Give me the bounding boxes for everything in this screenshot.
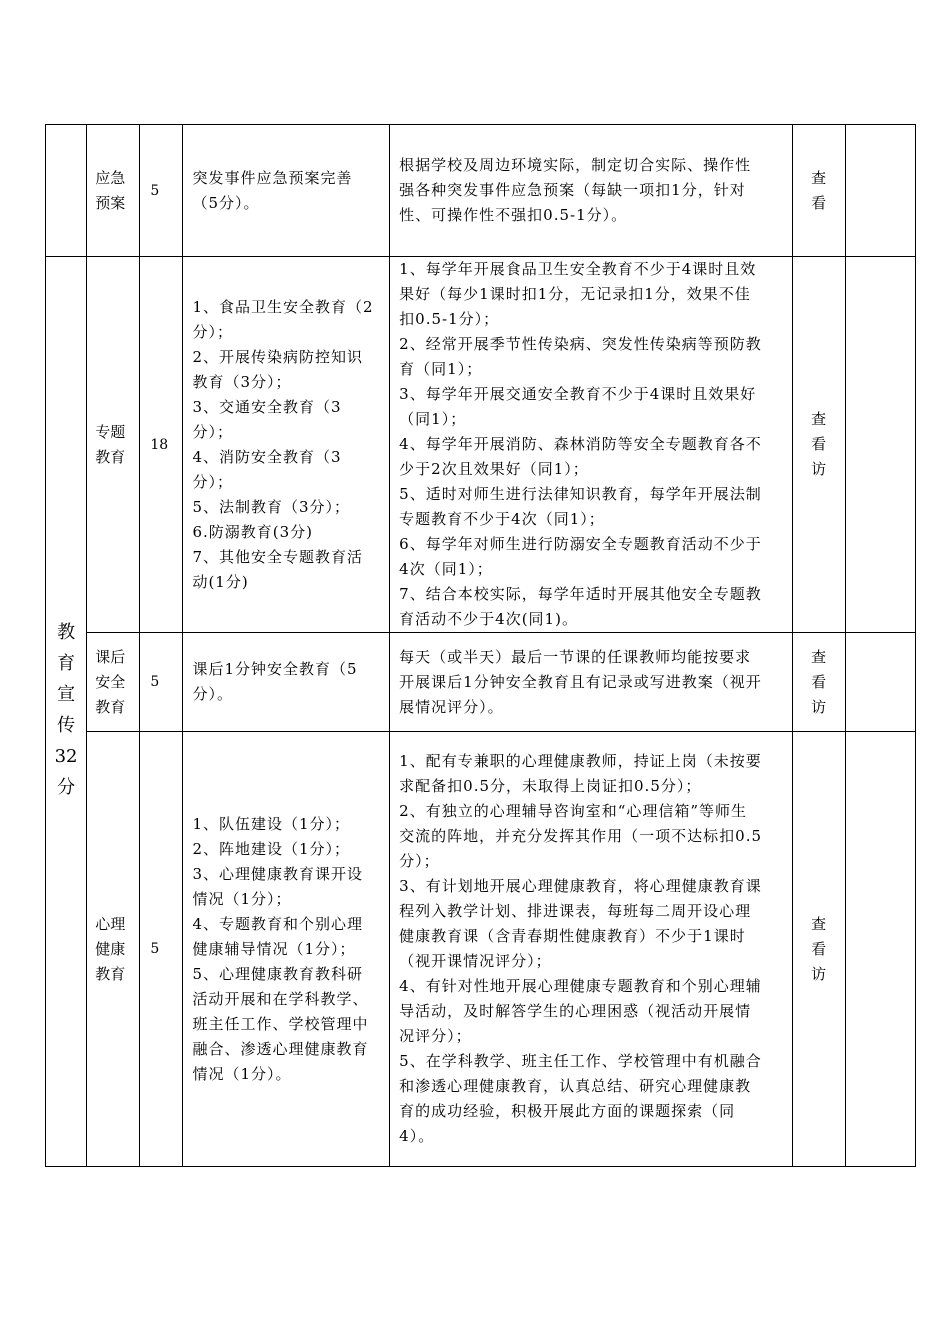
standard-line: 交流的阵地，并充分发挥其作用（一项不达标扣0.5: [399, 827, 763, 845]
content-line: 2、开展传染病防控知识: [192, 347, 363, 366]
content-cell: [183, 257, 390, 633]
method-cell: [792, 633, 845, 732]
category-label: [55, 617, 78, 803]
content-line: 班主任工作、学校管理中: [192, 1014, 369, 1033]
content-line: 6.防溺教育(3分): [192, 522, 314, 541]
standard-line: 育（同1）；: [399, 360, 483, 378]
standard-line: 导活动，及时解答学生的心理困惑（视活动开展情: [399, 1002, 752, 1020]
method-label: 查 看 访: [811, 410, 827, 478]
method-label: 查 看 访: [811, 914, 827, 983]
score-cell: [140, 257, 183, 633]
standard-line: （视开课情况评分）；: [399, 952, 552, 970]
content-line: 活动开展和在学科教学、: [192, 989, 369, 1008]
standard-text: [390, 257, 791, 632]
method-cell: [792, 732, 845, 1167]
category-char: 32: [54, 745, 78, 767]
standard-line: 5、在学科教学、班主任工作、学校管理中有机融合: [399, 1052, 762, 1070]
remark-cell: [845, 633, 915, 732]
item-label: 应急 预案: [95, 168, 126, 212]
content-line: 1、食品卫生安全教育（2: [192, 297, 374, 316]
content-line: 情况（1分）；: [192, 889, 292, 908]
table-row: [46, 125, 916, 257]
content-line: 7、其他安全专题教育活: [192, 547, 363, 566]
content-text: [183, 295, 389, 595]
table-row: [46, 633, 916, 732]
content-line: 5、心理健康教育教科研: [192, 964, 363, 983]
score-cell: [140, 732, 183, 1167]
standard-line: 育的成功经验，积极开展此方面的课题探索（同: [399, 1102, 736, 1120]
standard-line: 4、有针对性地开展心理健康专题教育和个别心理辅: [399, 977, 762, 995]
standard-line: 1、每学年开展食品卫生安全教育不少于4课时且效: [399, 260, 757, 278]
standard-line: 3、有计划地开展心理健康教育，将心理健康教育课: [399, 877, 762, 895]
category-char: 宣: [57, 683, 76, 705]
content-line: 情况（1分）。: [192, 1064, 292, 1083]
standard-cell: [390, 125, 792, 257]
content-line: 健康辅导情况（1分）；: [192, 939, 356, 958]
method-cell: [792, 125, 845, 257]
item-cell: [87, 732, 140, 1167]
content-line: 突发事件应急预案完善: [192, 168, 353, 187]
standard-cell: [390, 257, 792, 633]
standard-line: 求配备扣0.5分，未取得上岗证扣0.5分）；: [399, 777, 702, 795]
standard-cell: [390, 732, 792, 1167]
content-line: 教育（3分）；: [192, 372, 292, 391]
content-line: 1、队伍建设（1分）；: [192, 814, 351, 833]
content-line: 4、消防安全教育（3: [192, 447, 342, 466]
standard-line: 5、适时对师生进行法律知识教育，每学年开展法制: [399, 485, 762, 503]
standard-line: 扣0.5-1分）；: [399, 310, 500, 328]
content-line: 分）。: [192, 685, 233, 703]
standard-line: 3、每学年开展交通安全教育不少于4课时且效果好: [399, 385, 757, 403]
standard-line: 开展课后1分钟安全教育且有记录或写进教案（视开: [399, 672, 762, 691]
score-value: 5: [150, 182, 160, 199]
content-line: 动(1分): [192, 572, 249, 591]
table-row: [46, 257, 916, 633]
standard-cell: [390, 633, 792, 732]
standard-line: 少于2次且效果好（同1）；: [399, 460, 589, 478]
item-cell: [87, 125, 140, 257]
standard-line: 健康教育课（含青春期性健康教育）不少于1课时: [399, 927, 746, 945]
remark-cell: [845, 125, 915, 257]
standard-line: 专题教育不少于4次（同1）；: [399, 510, 605, 528]
content-cell: [183, 125, 390, 257]
standard-line: 分）；: [399, 852, 440, 870]
standard-text: [390, 645, 791, 720]
remark-cell: [845, 732, 915, 1167]
category-char: 分: [57, 776, 76, 798]
standard-line: 2、经常开展季节性传染病、突发性传染病等预防教: [399, 335, 762, 353]
standard-line: 每天（或半天）最后一节课的任课教师均能按要求: [399, 647, 752, 666]
standard-text: [390, 749, 791, 1149]
standard-line: 根据学校及周边环境实际，制定切合实际、操作性: [399, 156, 752, 174]
category-cell: [46, 257, 87, 1167]
standard-line: （同1）；: [399, 410, 467, 428]
score-cell: [140, 125, 183, 257]
standard-line: 况评分）；: [399, 1027, 472, 1045]
method-label: 查 看: [811, 168, 827, 212]
content-line: 分）；: [192, 422, 233, 441]
content-line: 2、阵地建设（1分）；: [192, 839, 351, 858]
standard-line: 性、可操作性不强扣0.5-1分）。: [399, 206, 628, 224]
score-value: 18: [150, 436, 169, 453]
item-label: 专题 教育: [95, 422, 126, 466]
standard-line: 7、结合本校实际，每学年适时开展其他安全专题教: [399, 585, 762, 603]
item-label: 心理 健康 教育: [95, 914, 126, 983]
content-line: （5分）。: [192, 193, 260, 212]
content-line: 课后1分钟安全教育（5: [192, 660, 358, 678]
content-line: 分）；: [192, 472, 233, 491]
content-cell: [183, 633, 390, 732]
content-cell: [183, 732, 390, 1167]
content-text: [183, 657, 389, 707]
standard-line: 4）。: [399, 1127, 435, 1145]
category-char: 育: [57, 652, 76, 674]
content-line: 融合、渗透心理健康教育: [192, 1039, 369, 1058]
content-line: 3、心理健康教育课开设: [192, 864, 363, 883]
content-text: [183, 812, 389, 1087]
evaluation-table: [45, 124, 916, 1167]
item-cell: [87, 257, 140, 633]
standard-line: 1、配有专兼职的心理健康教师，持证上岗（未按要: [399, 752, 762, 770]
content-text: [183, 166, 389, 216]
category-char: 教: [57, 621, 76, 643]
content-line: 5、法制教育（3分）；: [192, 497, 351, 516]
standard-text: [390, 153, 791, 228]
content-line: 分）；: [192, 322, 233, 341]
standard-line: 4、每学年开展消防、森林消防等安全专题教育各不: [399, 435, 762, 453]
score-cell: [140, 633, 183, 732]
table-row: [46, 732, 916, 1167]
content-line: 3、交通安全教育（3: [192, 397, 342, 416]
standard-line: 2、有独立的心理辅导咨询室和“心理信箱”等师生: [399, 802, 748, 820]
standard-line: 6、每学年对师生进行防溺安全专题教育活动不少于: [399, 535, 762, 553]
score-value: 5: [150, 674, 160, 690]
standard-line: 果好（每少1课时扣1分，无记录扣1分，效果不佳: [399, 285, 751, 303]
category-char: 传: [57, 714, 76, 736]
content-line: 4、专题教育和个别心理: [192, 914, 363, 933]
item-label: 课后 安全 教育: [95, 647, 126, 716]
standard-line: 强各种突发事件应急预案（每缺一项扣1分，针对: [399, 181, 746, 199]
method-label: 查 看 访: [811, 647, 827, 716]
score-value: 5: [150, 941, 160, 957]
category-cell-empty: [46, 125, 87, 257]
standard-line: 程列入教学计划、排进课表，每班每二周开设心理: [399, 902, 752, 920]
standard-line: 和渗透心理健康教育，认真总结、研究心理健康教: [399, 1077, 752, 1095]
standard-line: 展情况评分）。: [399, 697, 504, 716]
method-cell: [792, 257, 845, 633]
standard-line: 4次（同1）；: [399, 560, 493, 578]
remark-cell: [845, 257, 915, 633]
item-cell: [87, 633, 140, 732]
standard-line: 育活动不少于4次(同1)。: [399, 610, 578, 628]
